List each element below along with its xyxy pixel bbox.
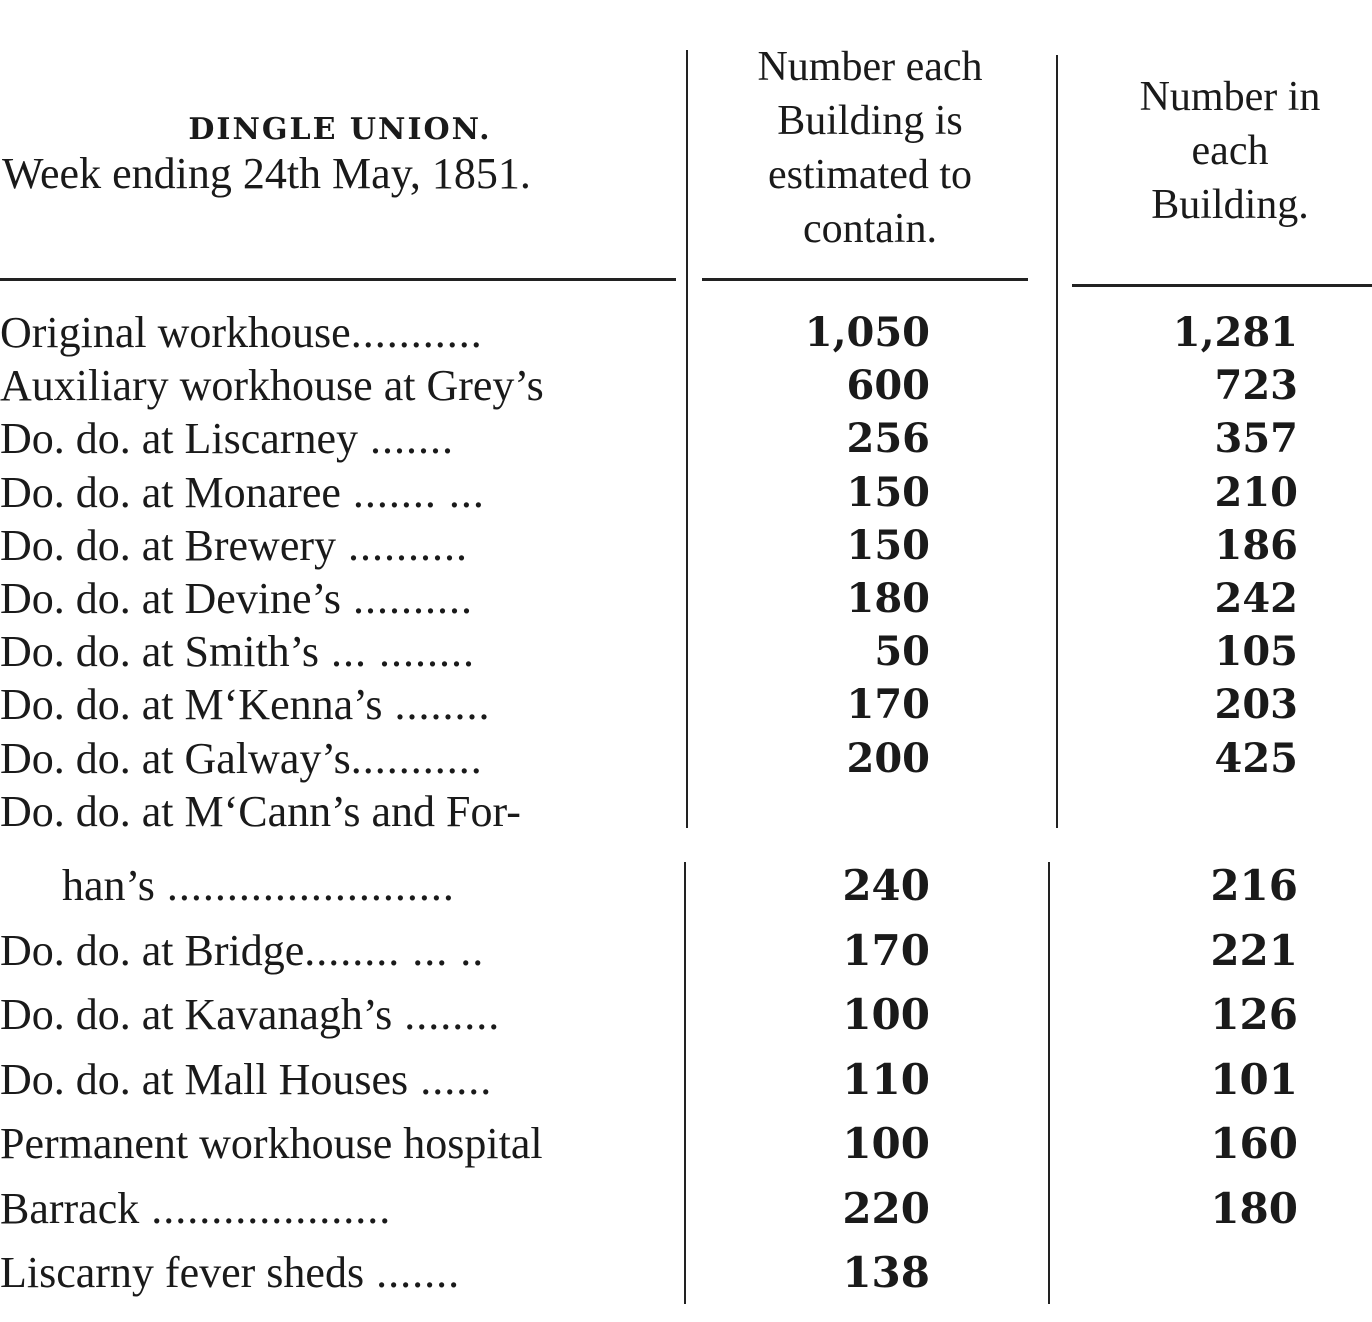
building-label bbox=[0, 1241, 680, 1305]
building-label bbox=[0, 678, 680, 731]
dot-leader: ....... bbox=[364, 1248, 461, 1297]
capacity-value: 600 bbox=[846, 362, 930, 410]
inmates-value: 221 bbox=[1210, 925, 1298, 975]
table-row bbox=[0, 572, 1372, 625]
capacity-header-line: contain. bbox=[802, 206, 938, 252]
capacity-header-line: Number each bbox=[757, 44, 983, 90]
building-name: Do. do. at Brewery bbox=[0, 520, 337, 570]
building-label bbox=[0, 359, 680, 412]
capacity-value: 220 bbox=[842, 1183, 930, 1233]
capacity-value: 100 bbox=[842, 990, 930, 1039]
building-name: han’s bbox=[62, 861, 155, 910]
building-label bbox=[0, 1177, 680, 1241]
building-label bbox=[0, 1112, 680, 1176]
capacity-value: 240 bbox=[842, 861, 930, 910]
dot-leader: ........... bbox=[350, 308, 483, 357]
capacity-value: 1,050 bbox=[804, 309, 930, 356]
building-label bbox=[0, 732, 680, 785]
capacity-header-line: Building is bbox=[777, 98, 963, 144]
table-row bbox=[0, 1112, 1372, 1176]
capacity-value: 50 bbox=[874, 628, 930, 676]
building-label bbox=[0, 412, 680, 465]
capacity-value: 170 bbox=[842, 925, 930, 975]
inmates-value: 216 bbox=[1210, 861, 1298, 910]
table-row bbox=[0, 1241, 1372, 1305]
inmates-value: 723 bbox=[1214, 362, 1298, 410]
table-row bbox=[0, 359, 1372, 412]
building-name: Do. do. at Monaree bbox=[0, 467, 341, 517]
table-row bbox=[0, 854, 1372, 918]
dot-leader: ........ bbox=[392, 990, 501, 1039]
dot-leader: .......... bbox=[340, 574, 473, 623]
dot-leader: ........... bbox=[350, 733, 483, 783]
number-header-line: Building. bbox=[1151, 182, 1309, 228]
dot-leader: ...... bbox=[408, 1054, 493, 1104]
capacity-value: 256 bbox=[846, 415, 930, 463]
building-name: Do. do. at Mall Houses bbox=[0, 1054, 409, 1104]
number-header-line: Number in bbox=[1139, 74, 1321, 120]
building-label bbox=[0, 1048, 680, 1112]
dot-leader: ....... bbox=[358, 414, 454, 464]
inmates-value: 180 bbox=[1210, 1183, 1298, 1233]
header-rule-right bbox=[1072, 284, 1372, 287]
table-row bbox=[0, 785, 1372, 838]
number-header-line: each bbox=[1191, 128, 1269, 174]
building-name: Barrack bbox=[0, 1183, 140, 1233]
inmates-value: 242 bbox=[1214, 575, 1298, 622]
capacity-value: 110 bbox=[842, 1054, 930, 1104]
building-label bbox=[0, 572, 680, 625]
capacity-value: 150 bbox=[846, 468, 930, 516]
dot-leader: ... ........ bbox=[319, 627, 476, 677]
inmates-value: 203 bbox=[1214, 681, 1298, 729]
inmates-value: 160 bbox=[1210, 1119, 1298, 1168]
table-row bbox=[0, 678, 1372, 731]
inmates-value: 357 bbox=[1214, 415, 1298, 463]
union-title: DINGLE UNION. bbox=[188, 112, 492, 147]
inmates-value: 425 bbox=[1214, 734, 1298, 782]
header-rule-left bbox=[0, 278, 676, 281]
table-row bbox=[0, 412, 1372, 465]
header-rule-mid bbox=[702, 278, 1028, 281]
building-name: Do. do. at M‘Kenna’s bbox=[0, 680, 383, 730]
building-name: Liscarny fever sheds bbox=[0, 1248, 365, 1297]
inmates-value: 101 bbox=[1210, 1054, 1298, 1104]
table-row bbox=[0, 919, 1372, 983]
inmates-value: 186 bbox=[1214, 521, 1298, 569]
table-row bbox=[0, 306, 1372, 359]
building-name: Do. do. at Devine’s bbox=[0, 574, 341, 623]
building-name: Original workhouse bbox=[0, 308, 351, 357]
building-label bbox=[0, 785, 680, 838]
inmates-value: 210 bbox=[1214, 468, 1298, 516]
table-row bbox=[0, 983, 1372, 1047]
building-label bbox=[0, 983, 680, 1047]
capacity-value: 100 bbox=[842, 1119, 930, 1168]
capacity-value: 138 bbox=[842, 1248, 930, 1297]
capacity-header-line: estimated to bbox=[767, 152, 973, 198]
building-label bbox=[0, 519, 680, 572]
building-name: Permanent workhouse hospital bbox=[0, 1119, 543, 1168]
table-row bbox=[0, 732, 1372, 785]
dot-leader: .................... bbox=[139, 1183, 392, 1233]
building-label bbox=[0, 854, 680, 918]
dot-leader: .......... bbox=[336, 520, 469, 570]
week-ending-line: Week ending 24th May, 1851. bbox=[2, 149, 531, 198]
dot-leader: ........................ bbox=[154, 861, 455, 910]
building-label bbox=[0, 919, 680, 983]
inmates-value: 126 bbox=[1210, 990, 1298, 1039]
capacity-value: 170 bbox=[846, 681, 930, 729]
dot-leader: ........ ... .. bbox=[304, 925, 485, 975]
inmates-value: 105 bbox=[1214, 628, 1298, 676]
building-name: Do. do. at Kavanagh’s bbox=[0, 990, 393, 1039]
building-label bbox=[0, 306, 680, 359]
building-name: Auxiliary workhouse at Grey’s bbox=[0, 361, 544, 411]
building-name: Do. do. at Smith’s bbox=[0, 627, 320, 677]
capacity-value: 150 bbox=[846, 521, 930, 569]
dot-leader: ....... ... bbox=[340, 467, 485, 517]
header-stub bbox=[0, 110, 680, 198]
building-label bbox=[0, 466, 680, 519]
table-row bbox=[0, 625, 1372, 678]
table-row bbox=[0, 1177, 1372, 1241]
table-row bbox=[0, 466, 1372, 519]
capacity-column-header bbox=[700, 40, 1040, 256]
capacity-value: 180 bbox=[846, 575, 930, 622]
building-name: Do. do. at Galway’s bbox=[0, 733, 351, 783]
building-name: Do. do. at Liscarney bbox=[0, 414, 358, 464]
capacity-value: 200 bbox=[846, 734, 930, 782]
table-row bbox=[0, 519, 1372, 572]
building-label bbox=[0, 625, 680, 678]
building-name: Do. do. at Bridge bbox=[0, 925, 305, 975]
table-row bbox=[0, 1048, 1372, 1112]
dot-leader: ........ bbox=[382, 680, 491, 730]
building-name: Do. do. at M‘Cann’s and For- bbox=[0, 786, 521, 836]
number-column-header bbox=[1080, 70, 1372, 232]
inmates-value: 1,281 bbox=[1172, 309, 1298, 356]
